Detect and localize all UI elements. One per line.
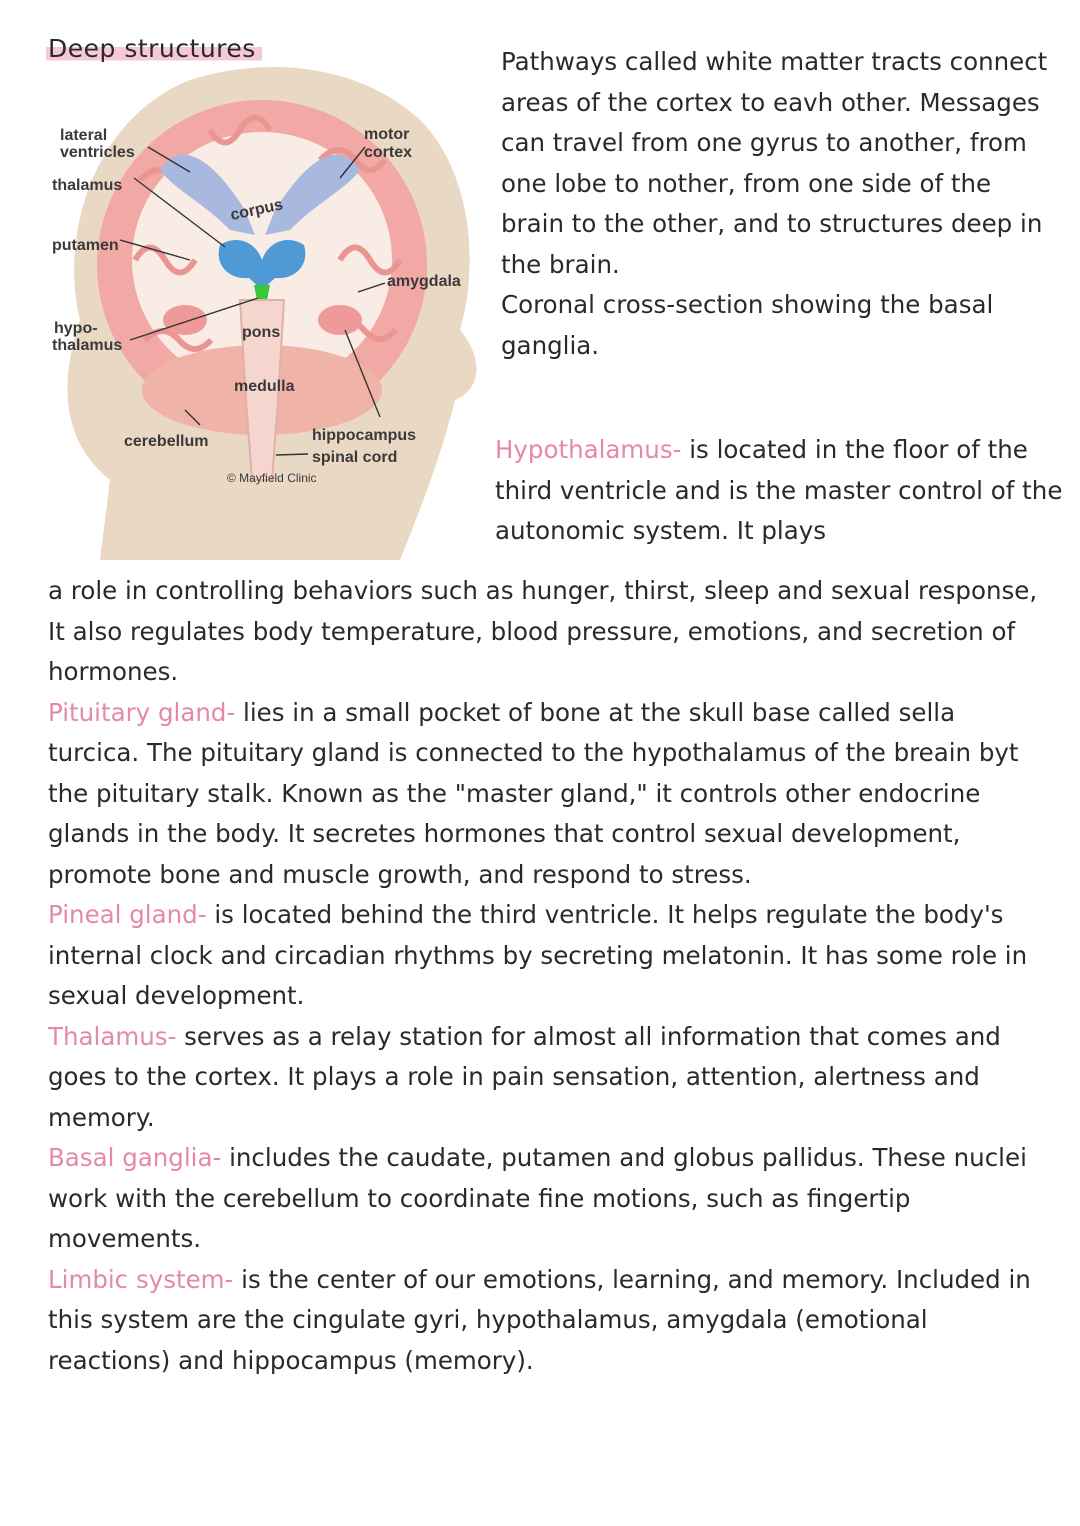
figure-caption: Coronal cross-section showing the basal ganglia.	[501, 290, 994, 360]
thalamus-section	[48, 1017, 1048, 1139]
label-hypo: hypo-	[54, 320, 98, 337]
label-amygdala: amygdala	[387, 273, 461, 290]
amygdala-region	[318, 305, 362, 335]
hypothalamus-section-start	[495, 430, 1065, 552]
brain-coronal-figure	[40, 60, 480, 560]
basal-ganglia-section	[48, 1138, 1048, 1260]
white-matter-paragraph: Pathways called white matter tracts connect areas of the cortex to eavh other. Messages can travel from one gyrus to another, from one lobe to nother, from one side of the brain to the other, and to structures deep in the brain.	[501, 47, 1048, 279]
pineal-text: is located behind the third ventricle. It helps regulate the body's internal clock and circadian rhythms by secreting melatonin. It has some role in sexual development.	[48, 900, 1028, 1010]
label-cortex: cortex	[364, 144, 413, 161]
pineal-term: Pineal gland-	[48, 900, 207, 929]
label-hippocampus: hippocampus	[312, 427, 417, 444]
pineal-section	[48, 895, 1048, 1017]
limbic-section	[48, 1260, 1048, 1382]
limbic-text: is the center of our emotions, learning, and memory. Included in this system are the cingulate gyri, hypothalamus, amygdala (emotional reactions) and hippocampus (memory).	[48, 1264, 1031, 1375]
amygdala-region-left	[163, 305, 207, 335]
limbic-term: Limbic system-	[48, 1264, 234, 1294]
hypothalamus-term: Hypothalamus-	[495, 435, 682, 464]
basal-ganglia-text: includes the caudate, putamen and globus pallidus. These nuclei work with the cerebellum to coordinate fine motions, such as fingertip movements.	[48, 1143, 1027, 1253]
label-spinal-cord: spinal cord	[312, 449, 398, 466]
label-medulla: medulla	[234, 378, 295, 395]
label-hypothalamus: thalamus	[52, 337, 123, 354]
label-putamen: putamen	[52, 237, 119, 254]
label-motor: motor	[364, 126, 410, 143]
figure-credit: © Mayfield Clinic	[227, 471, 317, 485]
pituitary-text: lies in a small pocket of bone at the skull base called sella turcica. The pituitary gland is connected to the hypothalamus of the breain byt the pituitary stalk. Known as the "master gland," it controls other endocrine glands in the body. It secretes hormones that control sexual development, promote bone and muscle growth, and respond to stress.	[48, 697, 1019, 889]
section-heading: Deep structures	[46, 34, 262, 63]
brain-diagram	[40, 60, 480, 560]
thalamus-text: serves as a relay station for almost all information that comes and goes to the cortex. It plays a role in pain sensation, attention, alertness and memory.	[48, 1021, 1001, 1132]
basal-ganglia-term: Basal ganglia-	[48, 1143, 222, 1172]
label-pons: pons	[242, 324, 281, 341]
label-lateral: lateral	[60, 127, 108, 144]
thalamus-term: Thalamus-	[48, 1021, 177, 1051]
intro-text	[501, 42, 1061, 366]
label-corpus: corpus	[228, 196, 285, 225]
pituitary-term: Pituitary gland-	[48, 697, 236, 727]
body-text	[48, 571, 1048, 1381]
hypothalamus-text-top: is located in the floor of the third ventricle and is the master control of the autonomic system. It plays	[495, 435, 1063, 545]
pituitary-section	[48, 693, 1048, 896]
hypothalamus-text-rest: a role in controlling behaviors such as hunger, thirst, sleep and sexual response, It also regulates body temperature, blood pressure, emotions, and secretion of hormones.	[48, 576, 1038, 686]
label-cerebellum: cerebellum	[124, 433, 209, 450]
label-ventricles: ventricles	[60, 144, 135, 161]
label-thalamus: thalamus	[52, 177, 123, 194]
